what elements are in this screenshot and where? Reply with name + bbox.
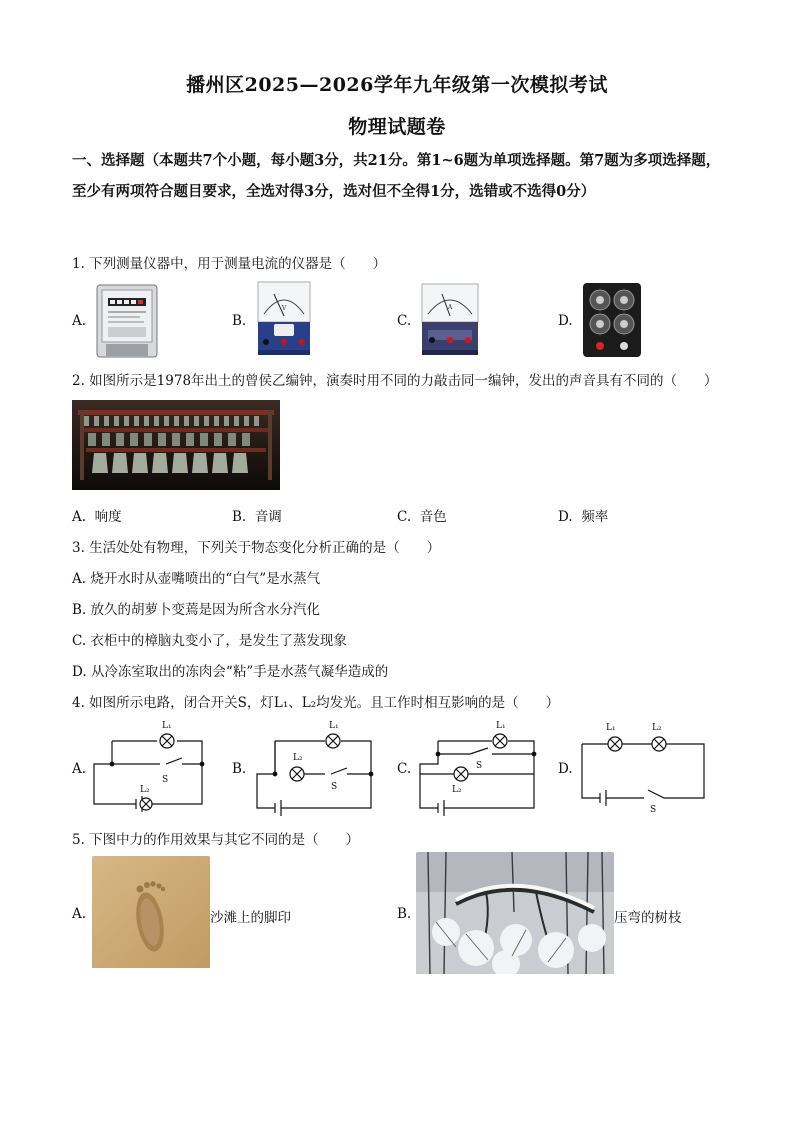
q5-option-b-caption: 压弯的树枝 xyxy=(614,910,682,926)
electric-energy-meter-image xyxy=(96,284,158,362)
circuit-a-lamp1-label: L₁ xyxy=(162,721,172,731)
circuit-b-lamp1-label: L₁ xyxy=(329,721,339,731)
q3-option-d xyxy=(72,660,388,680)
q2-option-b xyxy=(232,505,282,525)
voltmeter-dial-mark: V xyxy=(281,305,287,312)
circuit-b-switch-label: S xyxy=(331,782,338,792)
circuit-c-diagram xyxy=(416,716,541,820)
circuit-d-lamp1-label: L₁ xyxy=(606,723,616,733)
circuit-d-diagram xyxy=(578,716,710,820)
ammeter-dial-mark: A xyxy=(447,304,453,311)
q3-option-b-text: 放久的胡萝卜变蔫是因为所含水分汽化 xyxy=(90,602,321,618)
circuit-a-switch-label: S xyxy=(162,775,169,785)
exam-title: 播州区2025—2026学年九年级第一次模拟考试 xyxy=(186,74,608,96)
q3-option-a xyxy=(72,567,320,587)
question-4-stem: 4. 如图所示电路，闭合开关S，灯L₁、L₂均发光。且工作时相互影响的是（ ） xyxy=(72,695,560,711)
footprint-on-sand-image xyxy=(92,856,210,972)
resistance-box-image xyxy=(582,282,642,362)
q3-option-a-text: 烧开水时从壶嘴喷出的“白气”是水蒸气 xyxy=(90,571,321,587)
q2-option-b-label: B. xyxy=(232,509,247,525)
circuit-b-lamp2-label: L₂ xyxy=(293,753,303,763)
circuit-c-lamp1-label: L₁ xyxy=(496,721,506,731)
q3-option-b-label: B. xyxy=(72,602,87,618)
q2-option-a-text: 响度 xyxy=(94,509,122,525)
q5-option-a-caption: 沙滩上的脚印 xyxy=(210,910,291,926)
q4-option-d-label: D. xyxy=(558,761,573,777)
q2-option-d xyxy=(558,505,608,525)
q3-option-d-text: 从冷冻室取出的冻肉会“粘”手是水蒸气凝华造成的 xyxy=(90,664,389,680)
q2-option-c-label: C. xyxy=(397,509,412,525)
q4-option-b-label: B. xyxy=(232,761,247,777)
q1-option-b-label: B. xyxy=(232,313,247,329)
q2-option-d-label: D. xyxy=(558,509,573,525)
bianzhong-bells-image xyxy=(72,400,280,494)
circuit-a-lamp2-label: L₂ xyxy=(140,785,150,795)
circuit-b-diagram xyxy=(253,716,378,820)
question-1-stem: 1. 下列测量仪器中，用于测量电流的仪器是（ ） xyxy=(72,256,387,272)
q3-option-c-text: 衣柜中的樟脑丸变小了，是发生了蒸发现象 xyxy=(90,633,347,649)
voltmeter-image xyxy=(256,280,312,360)
circuit-d-lamp2-label: L₂ xyxy=(652,723,662,733)
circuit-c-lamp2-label: L₂ xyxy=(452,785,462,795)
question-2-stem: 2. 如图所示是1978年出土的曾侯乙编钟，演奏时用不同的力敲击同一编钟，发出的声音具有不同的（ ） xyxy=(72,373,718,389)
q2-option-d-text: 频率 xyxy=(581,509,609,525)
section-heading: 一、选择题（本题共7个小题，每小题3分，共21分。第1~6题为单项选择题。第7题为多项选择题，至少有两项符合题目要求，全选对得3分，选对但不全得1分，选错或不选得0分） xyxy=(72,152,721,200)
q2-option-c-text: 音色 xyxy=(419,509,447,525)
circuit-a-diagram xyxy=(92,716,207,820)
question-3-stem: 3. 生活处处有物理，下列关于物态变化分析正确的是（ ） xyxy=(72,540,441,556)
q1-option-d-label: D. xyxy=(558,313,573,329)
q4-option-c-label: C. xyxy=(397,761,412,777)
q2-option-b-text: 音调 xyxy=(254,509,282,525)
q3-option-d-label: D. xyxy=(72,664,87,680)
q3-option-a-label: A. xyxy=(72,571,87,587)
circuit-c-switch-label: S xyxy=(476,761,483,771)
q2-option-a-label: A. xyxy=(72,509,87,525)
q3-option-c xyxy=(72,629,347,649)
q5-option-a-label: A. xyxy=(72,906,87,922)
q3-option-b xyxy=(72,598,320,618)
q2-option-a xyxy=(72,505,122,525)
exam-subtitle: 物理试题卷 xyxy=(348,116,446,138)
q2-option-c xyxy=(397,505,447,525)
circuit-d-switch-label: S xyxy=(650,805,657,815)
q1-option-a-label: A. xyxy=(72,313,87,329)
q3-option-c-label: C. xyxy=(72,633,87,649)
q4-option-a-label: A. xyxy=(72,761,87,777)
snow-bent-branch-image xyxy=(416,852,614,978)
question-5-stem: 5. 下图中力的作用效果与其它不同的是（ ） xyxy=(72,832,360,848)
q5-option-b-label: B. xyxy=(397,906,412,922)
ammeter-image xyxy=(420,282,480,360)
q1-option-c-label: C. xyxy=(397,313,412,329)
